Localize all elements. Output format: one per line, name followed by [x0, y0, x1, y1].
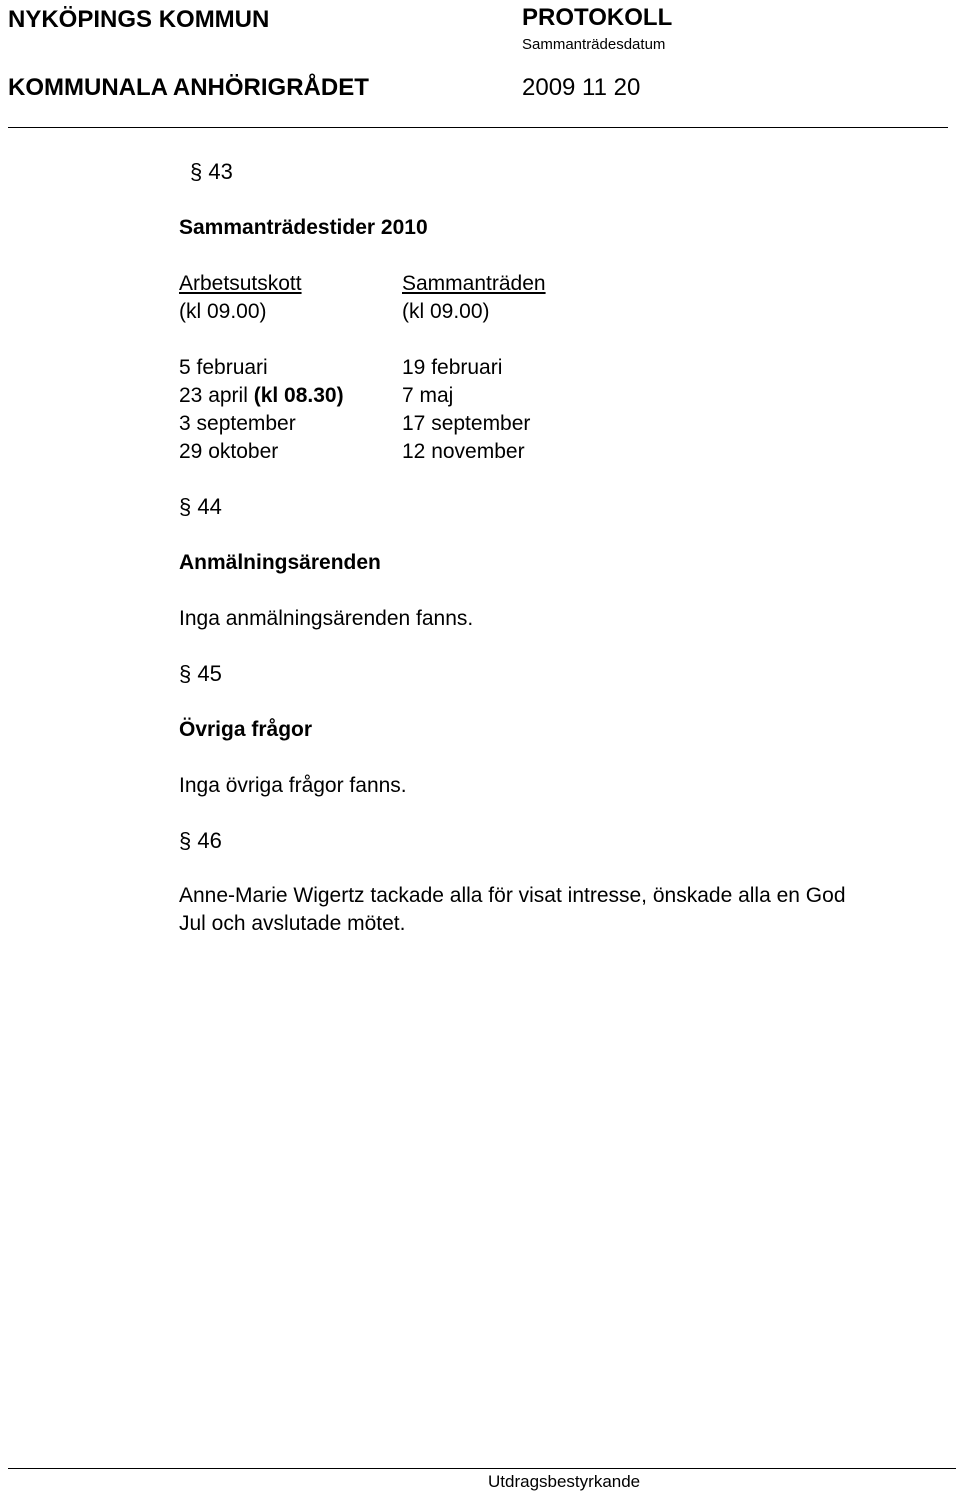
header-rule: [8, 127, 948, 128]
section-46-text-line1: Anne-Marie Wigertz tackade alla för visat intresse, önskade alla en God: [179, 884, 846, 907]
col-meetings-header: Sammanträden: [402, 272, 546, 295]
meeting-date-label: Sammanträdesdatum: [522, 36, 666, 53]
section-43-number: § 43: [190, 159, 233, 184]
col-meetings-time: (kl 09.00): [402, 300, 490, 323]
schedule-row-right: 17 september: [402, 412, 531, 435]
section-44-number: § 44: [179, 494, 222, 519]
schedule-row-right: 19 februari: [402, 356, 503, 379]
schedule-row-right: 7 maj: [402, 384, 454, 407]
section-45-title: Övriga frågor: [179, 718, 313, 741]
footer-rule: [8, 1468, 956, 1469]
schedule-row-left: 5 februari: [179, 356, 268, 379]
municipality-name: NYKÖPINGS KOMMUN: [8, 6, 270, 33]
section-44-title: Anmälningsärenden: [179, 551, 381, 574]
schedule-row-left: [179, 382, 344, 410]
section-44-text: Inga anmälningsärenden fanns.: [179, 607, 474, 630]
schedule-row-right: 12 november: [402, 440, 525, 463]
schedule-row-left: 29 oktober: [179, 440, 279, 463]
document-type: PROTOKOLL: [522, 4, 673, 31]
col-working-committee-header: Arbetsutskott: [179, 272, 302, 295]
schedule-row-left-time: (kl 08.30): [253, 384, 344, 407]
section-45-number: § 45: [179, 661, 222, 686]
meeting-date: 2009 11 20: [522, 74, 641, 101]
council-name: KOMMUNALA ANHÖRIGRÅDET: [8, 74, 369, 101]
section-45-text: Inga övriga frågor fanns.: [179, 774, 407, 797]
certification-label: Utdragsbestyrkande: [488, 1472, 641, 1491]
col-working-committee-time: (kl 09.00): [179, 300, 267, 323]
schedule-row-left: 3 september: [179, 412, 296, 435]
schedule-row-left-date: 23 april: [179, 384, 254, 407]
section-43-title: Sammanträdestider 2010: [179, 216, 428, 239]
section-46-number: § 46: [179, 828, 222, 853]
section-46-text-line2: Jul och avslutade mötet.: [179, 912, 406, 935]
